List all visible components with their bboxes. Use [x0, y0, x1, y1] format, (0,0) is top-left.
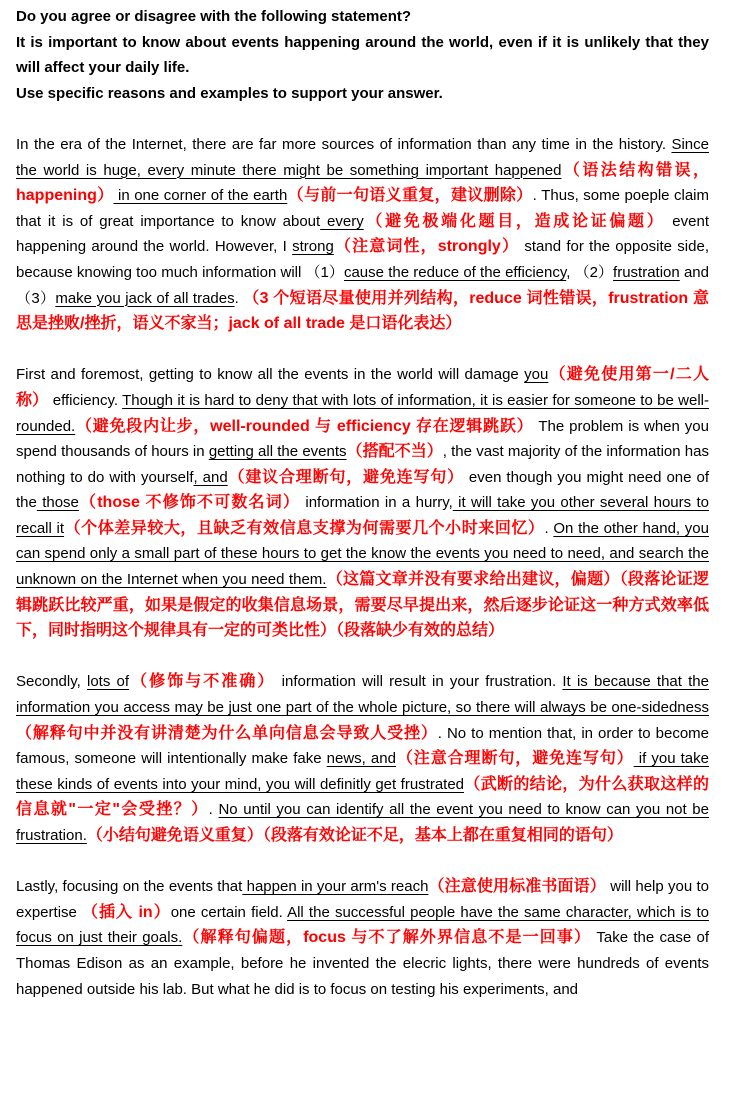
essay-text: and （3）	[16, 263, 709, 307]
correction-note: （避免极端化题目，造成论证偏题）	[363, 212, 666, 230]
underlined-phrase: All the successful people have the same character, which is to focus on just their goals.	[16, 903, 709, 947]
underlined-phrase: On the other hand, you can spend only a small part of these hours to get the know the events you need to need, and search the unknown on the Internet when you need them.	[16, 519, 709, 589]
underlined-phrase: if you take these kinds of events into your mind, you will definitly get frustrated	[16, 750, 709, 793]
correction-note: （解释句中并没有讲清楚为什么单向信息会导致人受挫）	[16, 724, 438, 742]
essay-text: stand for the opposite side, because knowing too much information will （1）	[16, 238, 709, 281]
underlined-phrase: happen in your arm's reach	[242, 878, 429, 896]
essay-text: information will result in your frustration.	[275, 673, 563, 691]
essay-text: event happening around the world. However, I	[16, 212, 709, 256]
underlined-phrase: , and	[193, 468, 228, 486]
essay-text: The problem is when you spend thousands of hours in	[16, 417, 709, 461]
essay-paragraph	[16, 669, 709, 848]
underlined-phrase: make you jack of all trades	[55, 289, 235, 307]
essay-text: .	[234, 289, 244, 307]
correction-note: （这篇文章并没有要求给出建议，偏题）（段落论证逻辑跳跃比较严重，如果是假定的收集信息场景，需要尽早提出来，然后逐步论证这一种方式效率低下，同时指明这个规律具有一定的可类比性）（段落缺少有效的总结）	[16, 571, 709, 640]
correction-note: （小结句避免语义重复）（段落有效论证不足，基本上都在重复相同的语句）	[86, 827, 623, 844]
essay-text: information in a hurry,	[300, 494, 453, 512]
correction-note: （避免段内让步，well-rounded 与 efficiency 存在逻辑跳跃）	[75, 417, 534, 435]
essay-text: one certain field.	[170, 903, 288, 921]
correction-note: （建议合理断句，避免连写句）	[227, 468, 464, 486]
correction-note: （解释句偏题，focus 与不了解外界信息不是一回事）	[182, 929, 592, 947]
correction-note: （插入 in）	[82, 903, 171, 921]
underlined-phrase: Since the world is huge, every minute there might be something important happened	[16, 135, 709, 179]
underlined-phrase: every	[320, 212, 364, 230]
essay-prompt	[16, 4, 709, 106]
correction-note: （3 个短语尽量使用并列结构，reduce 词性错误，frustration 意思是挫败/挫折，语义不家当；jack of all trade 是口语化表达）	[16, 289, 709, 333]
underlined-phrase: those	[36, 494, 79, 512]
correction-note: （与前一句语义重复，建议删除）	[287, 187, 533, 205]
correction-note: （修饰与不准确）	[129, 673, 276, 691]
essay-text: First and foremost, getting to know all the events in the world will damage	[16, 366, 525, 384]
essay-text: Lastly, focusing on the events that	[16, 878, 243, 896]
essay-text: , （2）	[566, 263, 614, 281]
correction-note: （注意使用标准书面语）	[428, 878, 606, 896]
essay-paragraph	[16, 874, 709, 1002]
underlined-phrase: cause the reduce of the efficiency	[343, 263, 567, 281]
prompt-instruction: Use specific reasons and examples to support your answer.	[16, 84, 443, 102]
prompt-statement: It is important to know about events happening around the world, even if it is unlikely that they will affect your daily life.	[16, 33, 709, 77]
underlined-phrase: getting all the events	[208, 443, 347, 461]
underlined-phrase: it will take you other several hours to recall it	[16, 494, 709, 537]
correction-note: （武断的结论，为什么获取这样的信息就"一定"会受挫？）	[16, 775, 709, 819]
underlined-phrase: you	[524, 366, 549, 384]
prompt-question: Do you agree or disagree with the following statement?	[16, 8, 412, 25]
correction-note: （避免使用第一/二人称）	[16, 366, 709, 409]
essay-text: Take the case of Thomas Edison as an example, before he invented the elecric lights, there were hundreds of events happened outside his lab. But what he did is to focus on testing his experiments, and	[16, 929, 709, 998]
underlined-phrase: strong	[292, 238, 334, 256]
correction-note: （注意合理断句，避免连写句）	[395, 750, 634, 768]
essay-text: . No to mention that, in order to become famous, someone will intentionally make fake	[16, 724, 709, 768]
essay-text: In the era of the Internet, there are far more sources of information than any time in the history.	[16, 135, 672, 153]
essay-text: even though you might need one of the	[16, 468, 709, 512]
essay-text: , the vast majority of the information has nothing to do with yourself	[16, 443, 709, 486]
underlined-phrase: frustration	[613, 263, 680, 281]
correction-note: （搭配不当）	[346, 443, 443, 461]
essay-text: .	[544, 519, 554, 537]
essay-paragraph	[16, 362, 709, 644]
underlined-phrase: No until you can identify all the event you need to know can you not be frustration.	[16, 801, 709, 844]
correction-note: （注意词性，strongly）	[333, 238, 520, 256]
underlined-phrase: news, and	[326, 750, 396, 768]
underlined-phrase: lots of	[86, 673, 130, 691]
underlined-phrase: in one corner of the earth	[113, 187, 288, 205]
essay-body	[16, 132, 709, 1002]
essay-paragraph	[16, 132, 709, 337]
essay-text: efficiency.	[48, 391, 123, 409]
essay-text: . Thus, some poeple claim that it is of great importance to know about	[16, 187, 709, 230]
underlined-phrase: Though it is hard to deny that with lots of information, it is easier for someone to be well-rounded.	[16, 391, 710, 435]
essay-text: Secondly,	[16, 673, 87, 691]
essay-text: .	[208, 801, 219, 819]
correction-note: （those 不修饰不可数名词）	[78, 494, 301, 512]
correction-note: （语法结构错误，happening）	[16, 161, 709, 205]
correction-note: （个体差异较大，且缺乏有效信息支撑为何需要几个小时来回忆）	[64, 519, 545, 537]
underlined-phrase: It is because that the information you access may be just one part of the whole picture, so there will always be one-sidedness	[16, 673, 709, 717]
essay-text: will help you to expertise	[16, 878, 709, 921]
